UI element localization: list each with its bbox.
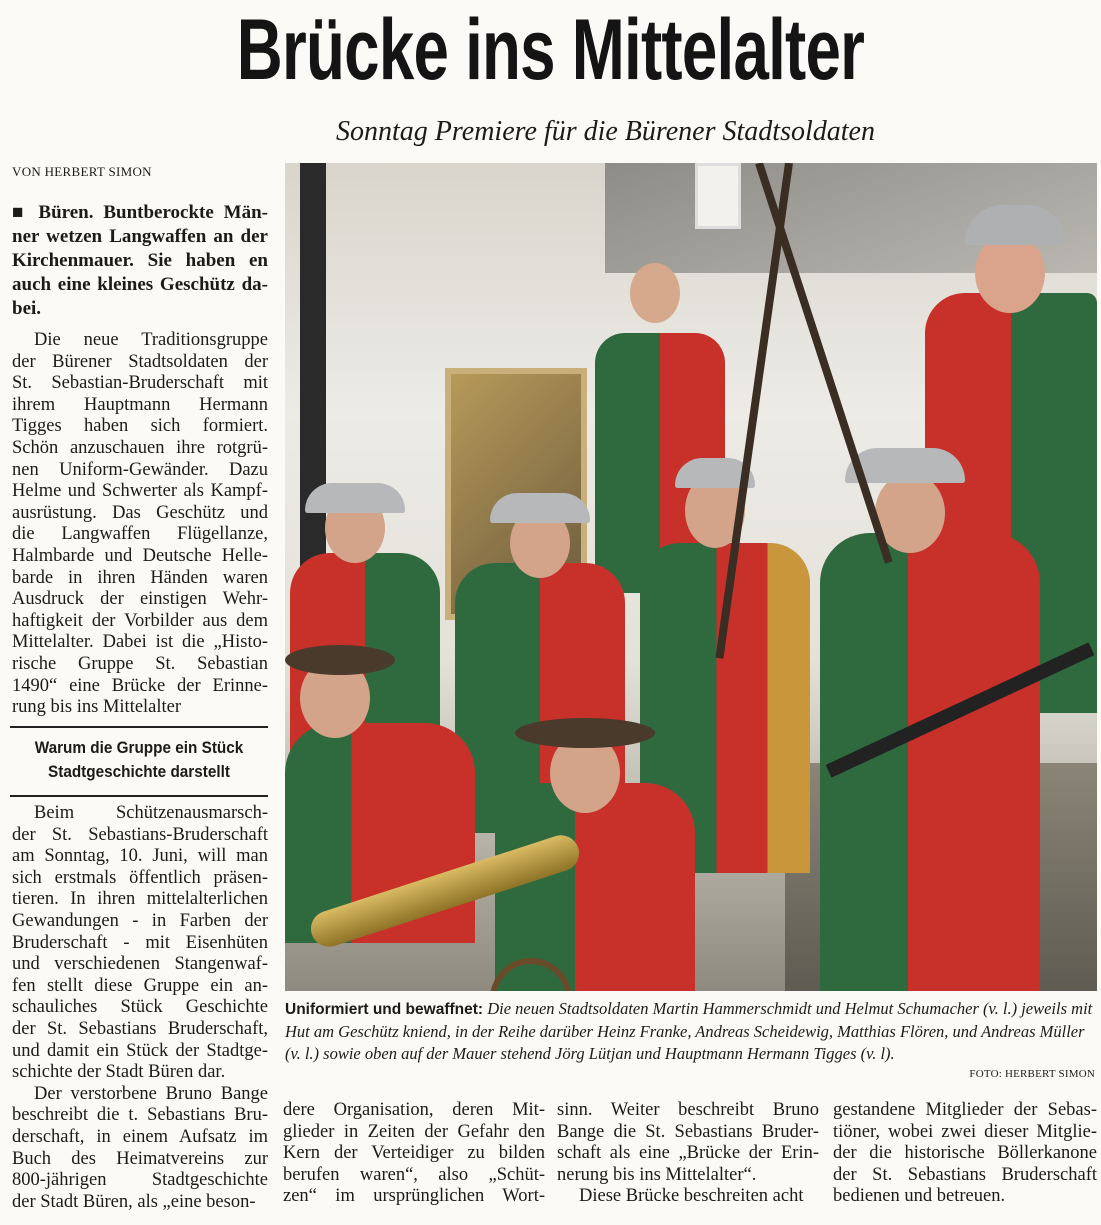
text-line: Diese Brücke beschreiten acht	[579, 1186, 804, 1207]
text-line: beschreibt die t. Sebastians Bru-	[12, 1105, 268, 1126]
text-line: tieren. In ihren mittelalterlichen	[12, 889, 268, 910]
text-line: Kirchenmauer. Sie haben en	[12, 250, 268, 271]
caption-text: Die neuen Stadtsoldaten Martin Hammerschmidt und Helmut Schumacher (v. l.) jeweils mit Hut am Geschütz kniend, in der Reihe darüber Heinz Franke, Andreas Scheidewig, Matthias Flören, und Andreas Müller (v. l.) sowie oben auf der Mauer stehend Jörg Lütjan und Hauptmann Hermann Tigges (v. l).	[285, 999, 1093, 1063]
text-line: der St. Sebastians-Bruderschaft	[12, 824, 268, 845]
text-line: bedienen und betreuen.	[833, 1186, 1006, 1207]
text-line: der Stadt Büren, als „eine beson-	[12, 1191, 256, 1212]
text-line: St. Sebastian-Bruderschaft mit	[12, 373, 268, 394]
body-paragraph-1	[12, 330, 268, 719]
hat	[285, 645, 395, 675]
text-line: der St. Sebastians Bruderschaft	[833, 1164, 1097, 1185]
text-line: fen stellt diese Gruppe ein an-	[12, 975, 268, 996]
text-line: sich erstmals öffentlich präsen-	[12, 867, 268, 888]
lead-paragraph	[12, 201, 268, 321]
text-line: der Bürener Stadtsoldaten der	[12, 351, 268, 372]
text-line: und verschiedenen Stangenwaf-	[12, 954, 268, 975]
text-line: glieder in Zeiten der Gefahr den	[283, 1121, 545, 1142]
divider	[10, 726, 268, 728]
text-line: zen“ im ursprünglichen Wort-	[283, 1186, 545, 1207]
body-column-3	[557, 1100, 819, 1208]
text-line: 1490“ eine Brücke der Erinne-	[12, 675, 268, 696]
text-line: berufen waren“, also „Schüt-	[283, 1164, 545, 1185]
text-line: der St. Sebastians Bruderschaft,	[12, 1018, 268, 1039]
text-line: Tigges haben sich formiert.	[12, 416, 268, 437]
text-line: Halmbarde und Deutsche Helle-	[12, 545, 268, 566]
text-line: Ausdruck der einstigen Wehr-	[12, 589, 268, 610]
body-column-4	[833, 1100, 1097, 1208]
text-line: und damit ein Stück der Stadtge-	[12, 1040, 268, 1061]
text-line: derschaft, in einem Aufsatz im	[12, 1126, 268, 1147]
text-line: Gewandungen - in Farben der	[12, 910, 268, 931]
helmet	[305, 483, 405, 513]
subheading-line: Stadtgeschichte darstellt	[48, 762, 230, 781]
divider	[10, 795, 268, 797]
group-photo	[285, 163, 1097, 991]
photo-caption	[285, 998, 1097, 1065]
text-line: Beim Schützenausmarsch-	[34, 803, 268, 823]
text-line: ner wetzen Langwaffen an der	[12, 226, 268, 247]
text-line: nen Uniform-Gewänder. Dazu	[12, 459, 268, 480]
body-column-2	[283, 1100, 545, 1208]
subheading-line: Warum die Gruppe ein Stück	[34, 738, 244, 757]
text-line: die Langwaffen Flügellanze,	[12, 524, 268, 545]
helmet	[490, 493, 590, 523]
text-line: ausrüstung. Das Geschütz und	[12, 502, 268, 523]
text-line: tiöner, wobei zwei dieser Mitglie-	[833, 1121, 1097, 1142]
face	[975, 233, 1045, 313]
text-line: Schön anzuschauen ihre rotgrü-	[12, 437, 268, 458]
text-line: schauliches Stück Geschichte	[12, 997, 268, 1018]
text-line: ihrem Hauptmann Hermann	[12, 394, 268, 415]
text-line: rung bis ins Mittelalter	[12, 697, 182, 718]
text-line: Mittelalter. Dabei ist die „Histo-	[12, 632, 268, 653]
text-line: sinn. Weiter beschreibt Bruno	[557, 1100, 819, 1120]
text-line: rische Gruppe St. Sebastian	[12, 653, 268, 674]
text-line: schaft als eine „Brücke der Erin-	[557, 1143, 819, 1164]
photo-credit: FOTO: HERBERT SIMON	[969, 1068, 1095, 1080]
text-line: Buch des Heimatvereins zur	[12, 1148, 268, 1169]
body-paragraph-2	[12, 803, 268, 1213]
text-line: 800-jährigen Stadtgeschichte	[12, 1170, 268, 1191]
text-line: Kern der Verteidiger zu bilden	[283, 1143, 545, 1164]
text-line: Der verstorbene Bruno Bange	[34, 1083, 268, 1104]
text-line: nerung bis ins Mittelalter“.	[557, 1164, 757, 1185]
text-line: ■ Büren. Buntberockte Män-	[12, 202, 268, 223]
face	[630, 263, 680, 323]
text-line: dere Organisation, deren Mit-	[283, 1100, 545, 1120]
text-line: barde in ihren Händen waren	[12, 567, 268, 588]
text-line: Helme und Schwerter als Kampf-	[12, 481, 268, 502]
text-line: Bange die St. Sebastians Bruder-	[557, 1121, 819, 1142]
headline: Brücke ins Mittelalter	[236, 2, 865, 98]
text-line: der die historische Böllerkanone	[833, 1143, 1097, 1164]
text-line: Bruderschaft - mit Eisenhüten	[12, 932, 268, 953]
dormer-window	[695, 163, 741, 229]
text-line: haftigkeit der Vorbilder aus dem	[12, 610, 268, 631]
text-line: schichte der Stadt Büren dar.	[12, 1062, 226, 1083]
hat	[515, 718, 655, 748]
text-line: bei.	[12, 298, 42, 319]
text-line: Die neue Traditionsgruppe	[34, 330, 268, 350]
caption-label: Uniformiert und bewaffnet:	[285, 1001, 484, 1018]
text-line: am Sonntag, 10. Juni, will man	[12, 846, 268, 867]
byline: VON HERBERT SIMON	[12, 164, 152, 179]
text-line: auch eine kleines Geschütz da-	[12, 274, 268, 295]
text-line: gestandene Mitglieder der Sebas-	[833, 1100, 1097, 1120]
subtitle: Sonntag Premiere für die Bürener Stadtsoldaten	[336, 116, 875, 147]
subheading	[23, 736, 255, 784]
